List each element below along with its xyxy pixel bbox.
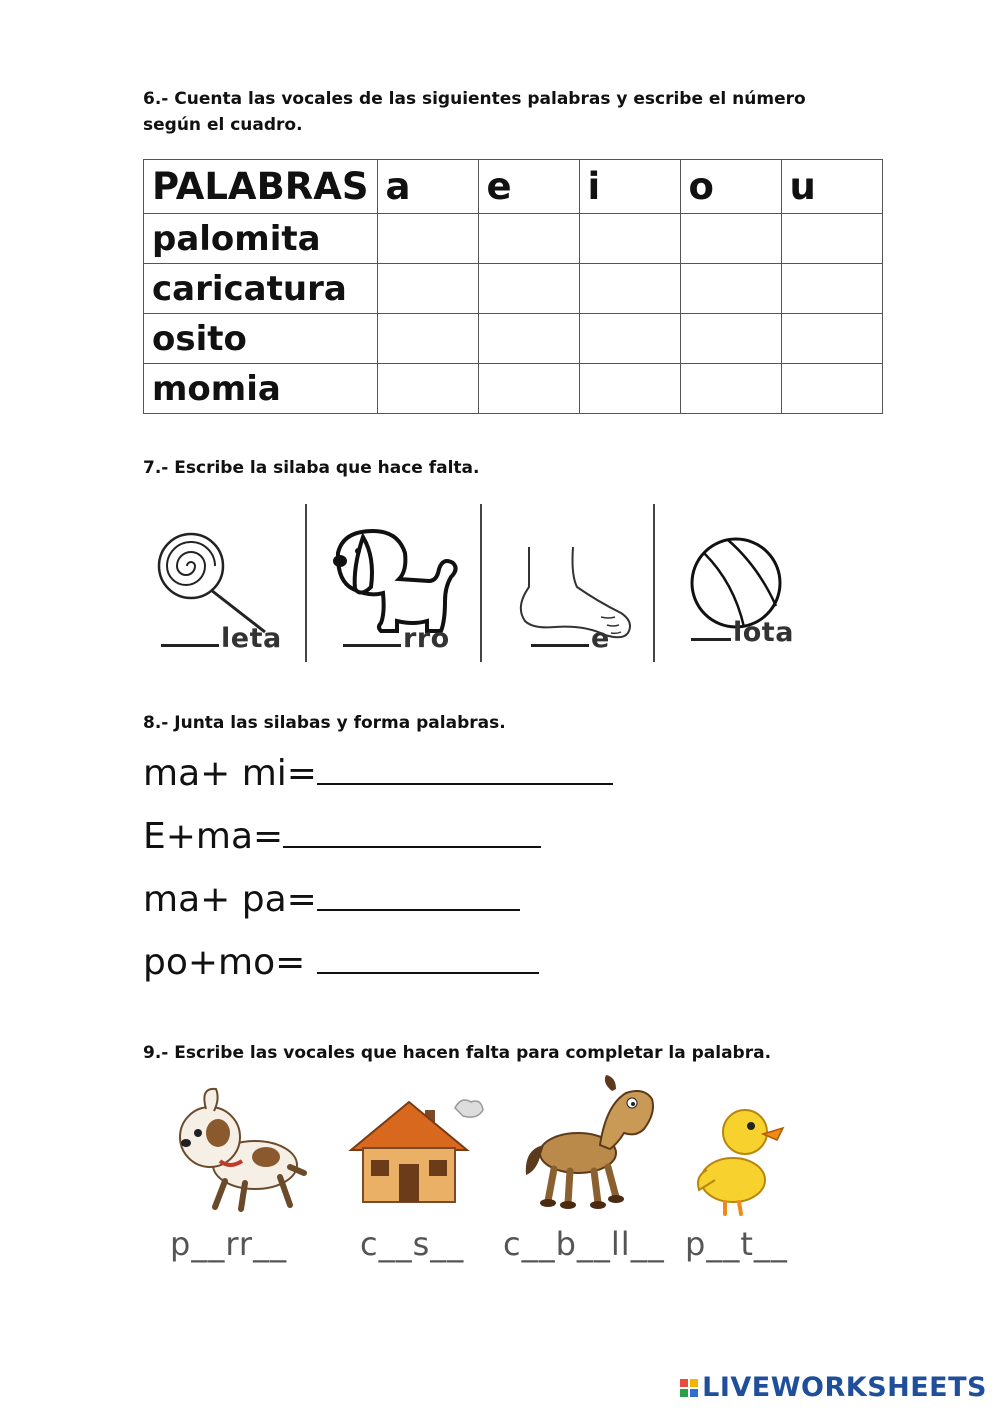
syllable-equation: [143, 754, 613, 794]
duckling-icon: [695, 1100, 790, 1220]
q8-instruction: 8.- Junta las silabas y forma palabras.: [143, 713, 506, 733]
table-row: [144, 314, 883, 364]
word-with-missing-vowels: c__b__ll__: [503, 1225, 665, 1263]
equation-text: ma+ mi=: [143, 753, 317, 794]
divider: [305, 504, 307, 662]
horse-icon: [518, 1075, 658, 1215]
header-i: i: [579, 160, 680, 214]
word-with-missing-vowels: p__t__: [685, 1225, 788, 1263]
missing-syllable-pictures: [143, 500, 803, 666]
q9-instruction: 9.- Escribe las vocales que hacen falta para completar la palabra.: [143, 1043, 772, 1063]
equation-text: E+ma=: [143, 816, 284, 857]
vowel-count-table: [143, 159, 883, 414]
answer-blank[interactable]: [531, 644, 589, 647]
header-u: u: [781, 160, 882, 214]
equation-text: po+mo=: [143, 942, 317, 983]
logo-mark-icon: [680, 1379, 698, 1397]
answer-cell[interactable]: [579, 314, 680, 364]
syllable-equation: [143, 943, 539, 983]
answer-cell[interactable]: [377, 214, 478, 264]
header-o: o: [680, 160, 781, 214]
answer-cell[interactable]: [478, 214, 579, 264]
divider: [653, 504, 655, 662]
word-cell: osito: [144, 314, 378, 364]
syllable-suffix: lota: [733, 617, 794, 648]
answer-line[interactable]: [317, 755, 613, 785]
header-a: a: [377, 160, 478, 214]
syllable-label: [161, 623, 282, 654]
answer-blank[interactable]: [691, 638, 731, 641]
answer-cell[interactable]: [478, 314, 579, 364]
answer-line[interactable]: [283, 818, 541, 848]
answer-cell[interactable]: [377, 264, 478, 314]
answer-cell[interactable]: [781, 264, 882, 314]
answer-cell[interactable]: [680, 364, 781, 414]
puppy-icon: [170, 1085, 310, 1215]
answer-cell[interactable]: [478, 364, 579, 414]
syllable-suffix: e: [591, 623, 610, 654]
answer-cell[interactable]: [680, 264, 781, 314]
equation-text: ma+ pa=: [143, 879, 317, 920]
syllable-equation: [143, 817, 541, 857]
answer-cell[interactable]: [478, 264, 579, 314]
syllable-label: [343, 623, 450, 654]
answer-cell[interactable]: [377, 364, 478, 414]
liveworksheets-logo: [680, 1372, 987, 1403]
word-cell: palomita: [144, 214, 378, 264]
answer-cell[interactable]: [781, 214, 882, 264]
logo-text: LIVEWORKSHEETS: [702, 1372, 987, 1403]
divider: [480, 504, 482, 662]
header-e: e: [478, 160, 579, 214]
house-icon: [345, 1090, 485, 1210]
word-cell: caricatura: [144, 264, 378, 314]
answer-line[interactable]: [317, 944, 539, 974]
answer-blank[interactable]: [161, 644, 219, 647]
q7-instruction: 7.- Escribe la silaba que hace falta.: [143, 458, 480, 478]
syllable-equation: [143, 880, 520, 920]
word-cell: momia: [144, 364, 378, 414]
syllable-label: [531, 623, 610, 654]
answer-cell[interactable]: [579, 214, 680, 264]
word-with-missing-vowels: p__rr__: [170, 1225, 288, 1263]
answer-blank[interactable]: [343, 644, 401, 647]
answer-line[interactable]: [317, 881, 520, 911]
answer-cell[interactable]: [377, 314, 478, 364]
table-row: [144, 214, 883, 264]
table-row: [144, 364, 883, 414]
q6-instruction: 6.- Cuenta las vocales de las siguientes palabras y escribe el número según el cuadro.: [143, 89, 806, 135]
syllable-suffix: leta: [221, 623, 282, 654]
header-words: PALABRAS: [144, 160, 378, 214]
syllable-suffix: rro: [403, 623, 450, 654]
table-header-row: [144, 160, 883, 214]
answer-cell[interactable]: [680, 314, 781, 364]
answer-cell[interactable]: [579, 264, 680, 314]
answer-cell[interactable]: [579, 364, 680, 414]
syllable-label: [691, 617, 794, 648]
answer-cell[interactable]: [781, 314, 882, 364]
answer-cell[interactable]: [781, 364, 882, 414]
answer-cell[interactable]: [680, 214, 781, 264]
word-with-missing-vowels: c__s__: [360, 1225, 465, 1263]
table-row: [144, 264, 883, 314]
